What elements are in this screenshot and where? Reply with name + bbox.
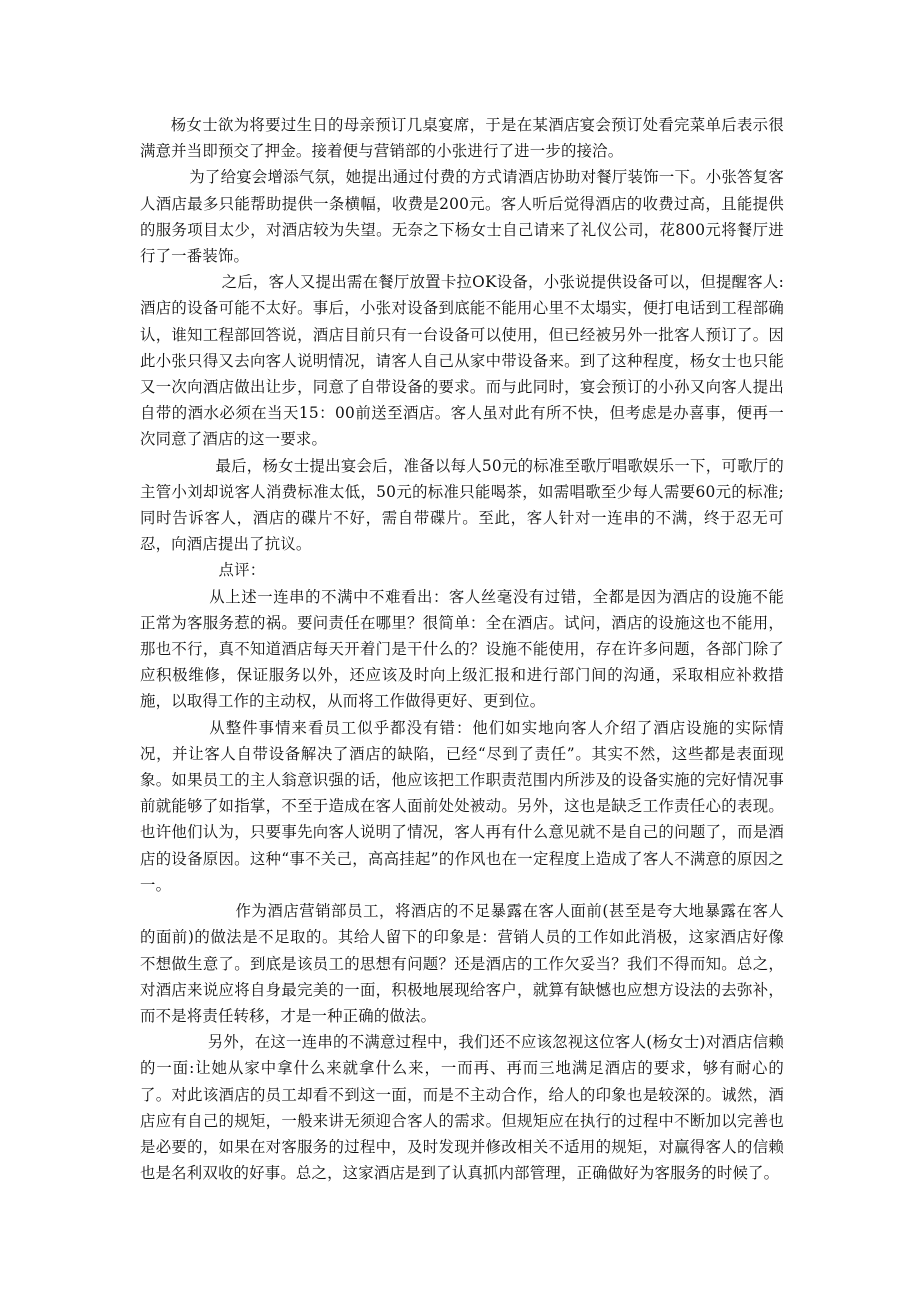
review-paragraph-2: 从整件事情来看员工似乎都没有错：他们如实地向客人介绍了酒店设施的实际情况，并让客人自带设备解决了酒店的缺陷，已经“尽到了责任”。其实不然，这些都是表面现象。如果员工的主人翁意识强的话，他应该把工作职责范围内所涉及的设备实施的完好情况事前就能够了如指掌，不至于造成在客人面前处处被动。另外，这也是缺乏工作责任心的表现。也许他们认为，只要事先向客人说明了情况，客人再有什么意见就不是自己的问题了，而是酒店的设备原因。这种“事不关己，高高挂起”的作风也在一定程度上造成了客人不满意的原因之一。: [140, 718, 784, 894]
review-paragraph-4: 另外，在这一连串的不满意过程中，我们还不应该忽视这位客人(杨女士)对酒店信赖的一面:让她从家中拿什么来就拿什么来，一而再、再而三地满足酒店的要求，够有耐心的了。对此该酒店的员工却看不到这一面，而是不主动合作，给人的印象也是较深的。诚然，酒店应有自己的规矩，一般来讲无须迎合客人的需求。但规矩应在执行的过程中不断加以完善也是必要的，如果在对客服务的过程中，及时发现并修改相关不适用的规矩，对赢得客人的信赖也是名利双收的好事。总之，这家酒店是到了认真抓内部管理，正确做好为客服务的时候了。: [140, 1033, 784, 1183]
case-paragraph-4: 最后，杨女士提出宴会后，准备以每人50元的标准至歌厅唱歌娱乐一下，可歌厅的主管小刘却说客人消费标准太低，50元的标准只能喝茶，如需唱歌至少每人需要60元的标准;同时告诉客人，酒店的碟片不好，需自带碟片。至此，客人针对一连串的不满，终于忍无可忍，向酒店提出了抗议。: [140, 456, 784, 554]
case-paragraph-2: 为了给宴会增添气氛，她提出通过付费的方式请酒店协助对餐厅装饰一下。小张答复客人酒店最多只能帮助提供一条横幅，收费是200元。客人听后觉得酒店的收费过高，且能提供的服务项目太少，对酒店较为失望。无奈之下杨女士自己请来了礼仪公司，花800元将餐厅进行了一番装饰。: [140, 168, 784, 266]
review-heading: 点评：: [218, 561, 266, 580]
review-paragraph-1: 从上述一连串的不满中不难看出：客人丝毫没有过错，全都是因为酒店的设施不能正常为客服务惹的祸。要问责任在哪里？很简单：全在酒店。试问，酒店的设施这也不能用，那也不行，真不知道酒店每天开着门是干什么的？设施不能使用，存在许多问题，各部门除了应积极维修，保证服务以外，还应该及时向上级汇报和进行部门间的沟通，采取相应补救措施，以取得工作的主动权，从而将工作做得更好、更到位。: [140, 587, 784, 711]
review-paragraph-3: 作为酒店营销部员工，将酒店的不足暴露在客人面前(甚至是夸大地暴露在客人的面前)的做法是不足取的。其给人留下的印象是：营销人员的工作如此消极，这家酒店好像不想做生意了。到底是该员工的思想有问题？还是酒店的工作欠妥当？我们不得而知。总之，对酒店来说应将自身最完美的一面，积极地展现给客户，就算有缺憾也应想方设法的去弥补，而不是将责任转移，才是一种正确的做法。: [140, 902, 784, 1025]
case-paragraph-3: 之后，客人又提出需在餐厅放置卡拉OK设备，小张说提供设备可以，但提醒客人:酒店的设备可能不太好。事后，小张对设备到底能不能用心里不太塌实，便打电话到工程部确认，谁知工程部回答说，酒店目前只有一台设备可以使用，但已经被另外一批客人预订了。因此小张只得又去向客人说明情况，请客人自己从家中带设备来。到了这种程度，杨女士也只能又一次向酒店做出让步，同意了自带设备的要求。而与此同时，宴会预订的小孙又向客人提出自带的酒水必须在当天15：00前送至酒店。客人虽对此有所不快，但考虑是办喜事，便再一次同意了酒店的这一要求。: [140, 273, 784, 449]
document-body: [140, 112, 784, 1186]
case-paragraph-1: 杨女士欲为将要过生日的母亲预订几桌宴席，于是在某酒店宴会预订处看完菜单后表示很满意并当即预交了押金。接着便与营销部的小张进行了进一步的接洽。: [140, 116, 784, 161]
